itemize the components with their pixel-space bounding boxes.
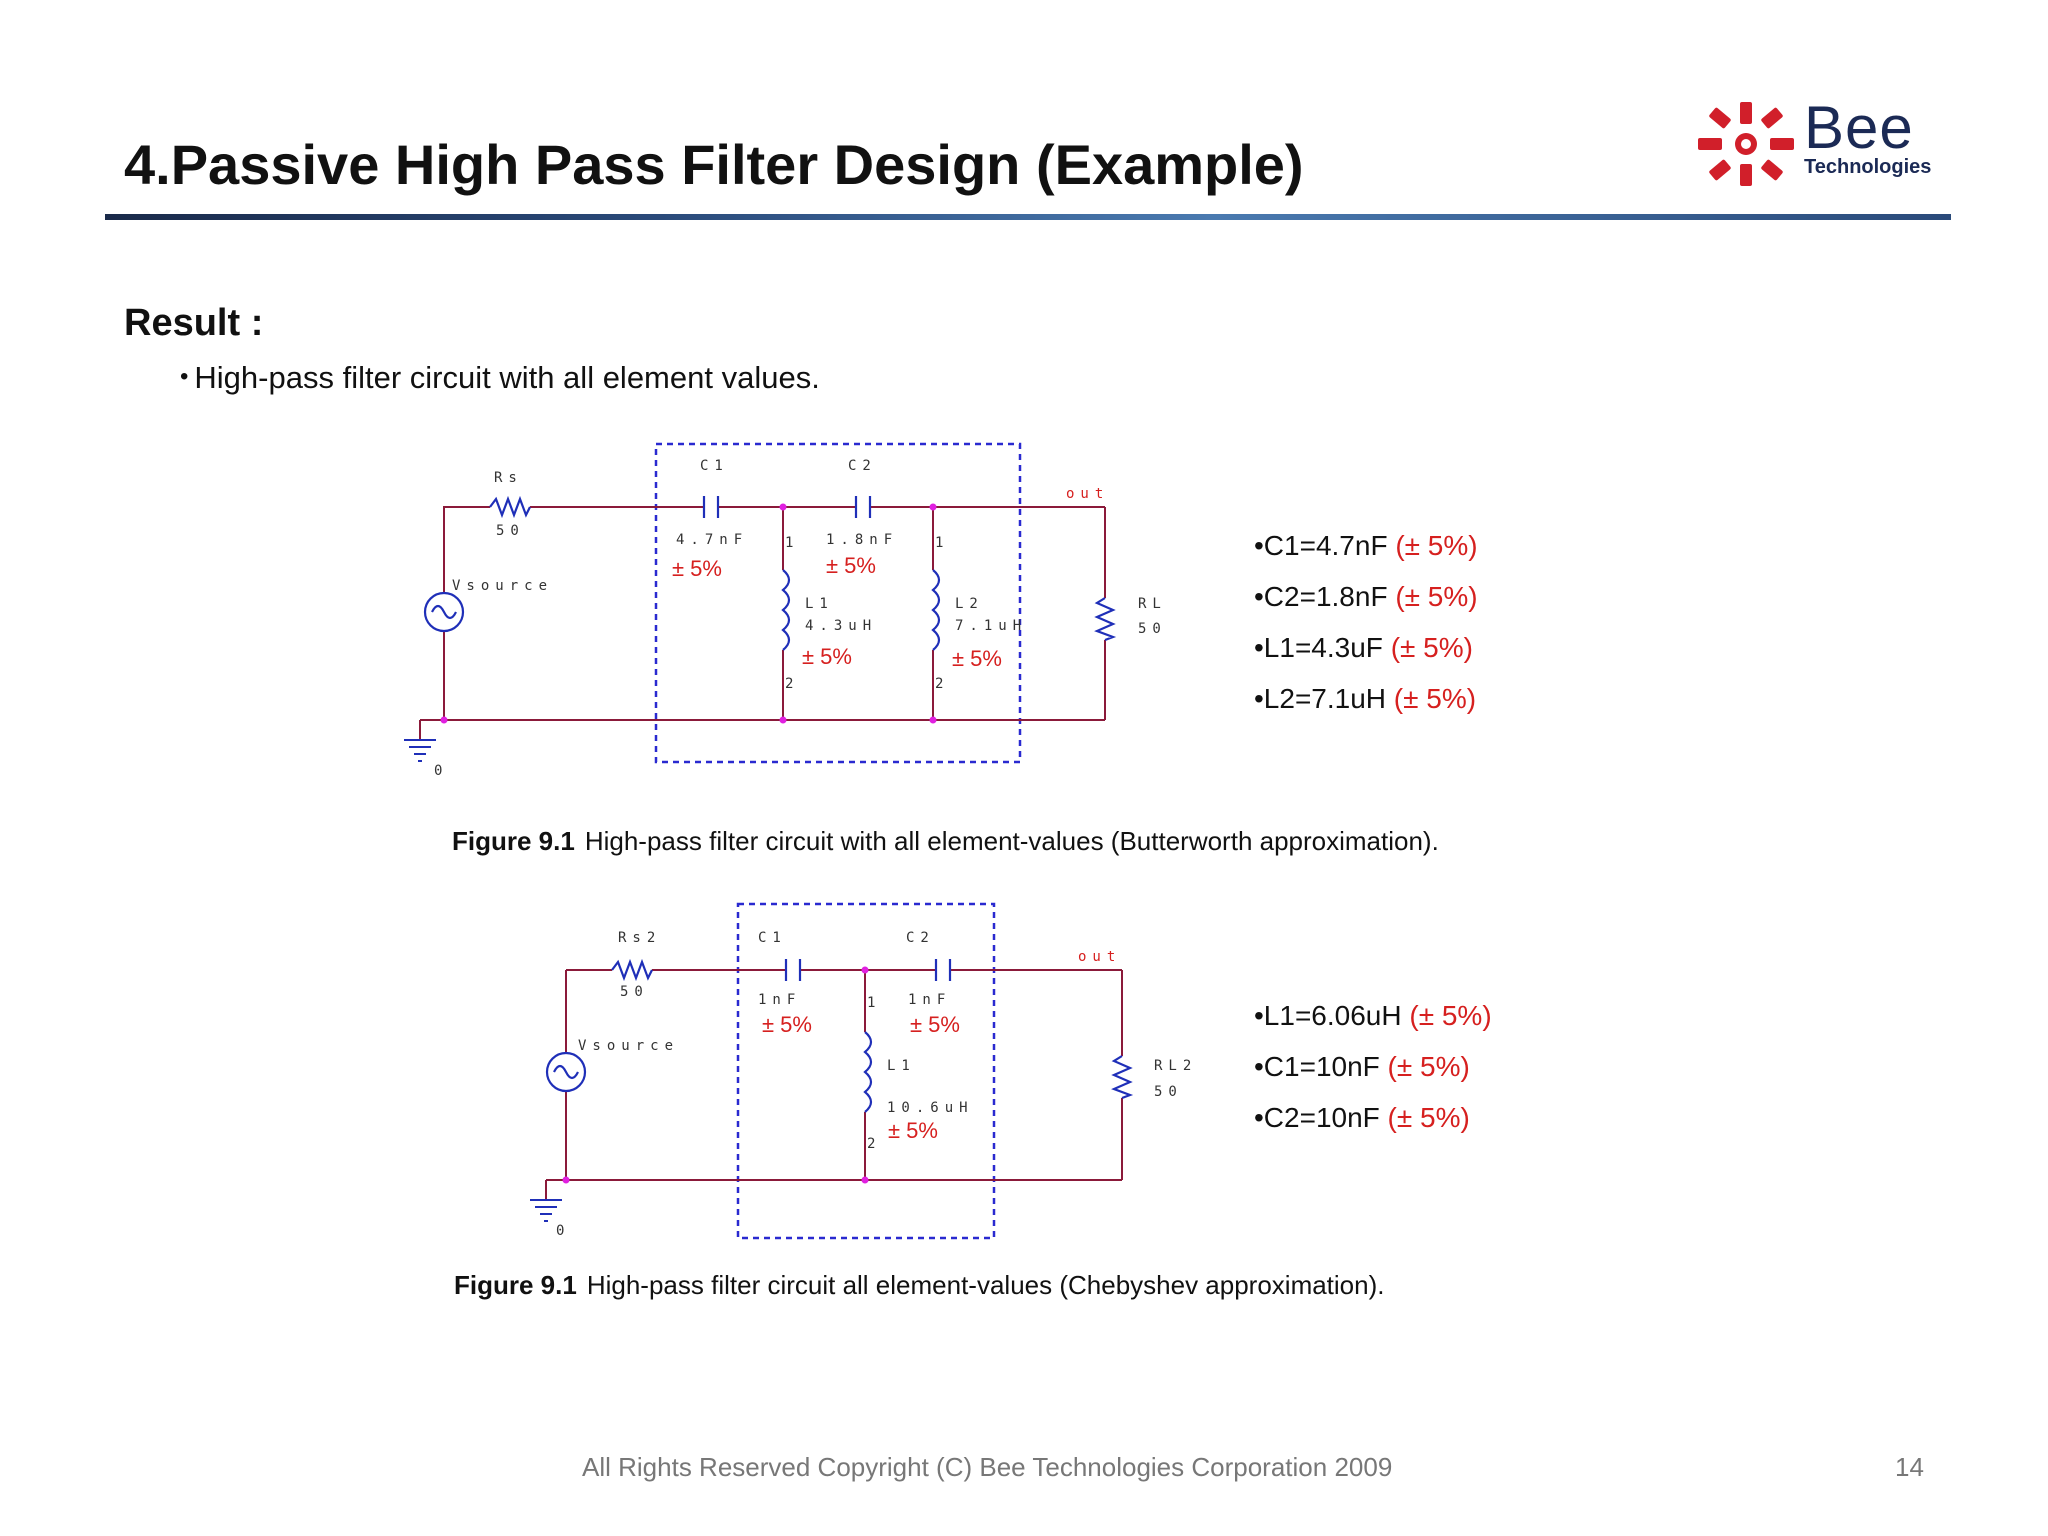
logo-subtitle: Technologies [1804,156,1932,178]
c2-label: C2 [906,930,935,946]
value-item: •C1=10nF (± 5%) [1254,1051,1470,1082]
c1-label: C1 [758,930,787,946]
company-logo [1694,94,1946,190]
l2-value: 7.1uH [955,618,1028,634]
butterworth-circuit-diagram [360,430,1167,790]
rl-value: 50 [1138,621,1167,637]
result-heading: Result : [124,302,264,344]
junction-dot [862,967,869,974]
title-divider [105,214,1951,220]
rs-value: 50 [496,523,525,539]
l1-value: 10.6uH [887,1100,974,1116]
source-sine [432,606,456,618]
bullet-text: High-pass filter circuit with all element values. [194,360,820,395]
c1-tolerance: ± 5% [762,1012,812,1037]
l1-pin1: 1 [867,995,882,1011]
out-label: out [1078,949,1122,965]
c2-value: 1nF [908,992,952,1008]
vsource-label: Vsource [578,1038,680,1054]
figure-caption-chebyshev: Figure 9.1 High-pass filter circuit all element-values (Chebyshev approximation). [454,1270,1385,1300]
rl-label: RL [1138,596,1167,612]
inductor-l1 [865,1032,871,1112]
value-item: •C2=10nF (± 5%) [1254,1102,1470,1133]
c2-label: C2 [848,458,877,474]
value-item: •L1=4.3uF (± 5%) [1254,632,1473,663]
l1-label: L1 [805,596,834,612]
c1-label: C1 [700,458,729,474]
junction-dot [930,717,937,724]
l1-pin1: 1 [785,535,800,551]
l2-label: L2 [955,596,984,612]
l2-pin2: 2 [935,676,950,692]
value-item: •L2=7.1uH (± 5%) [1254,683,1477,714]
ground-symbol [530,1200,562,1221]
l1-pin2: 2 [785,676,800,692]
junction-dot [780,504,787,511]
chebyshev-circuit-diagram [490,890,1210,1250]
bee-logo-icon [1694,98,1798,190]
value-item: •C2=1.8nF (± 5%) [1254,581,1478,612]
resistor-rl2 [1114,1056,1130,1098]
wire-top-left [444,507,490,510]
l1-value: 4.3uH [805,618,878,634]
l1-label: L1 [887,1058,916,1074]
l2-tolerance: ± 5% [952,646,1002,671]
copyright-footer: All Rights Reserved Copyright (C) Bee Technologies Corporation 2009 [582,1452,1393,1482]
page-number: 14 [1895,1452,1924,1482]
junction-dot [780,717,787,724]
bullet-dot: • [180,363,189,390]
figure-caption-butterworth: Figure 9.1 High-pass filter circuit with all element-values (Butterworth approximation). [452,826,1439,856]
c1-value: 4.7nF [676,532,749,548]
l1-tolerance: ± 5% [888,1118,938,1143]
rl2-label: RL2 [1154,1058,1198,1074]
resistor-rs [490,499,530,515]
resistor-rs2 [612,962,652,978]
value-item: •L1=6.06uH (± 5%) [1254,1000,1492,1031]
logo-wordmark: Bee [1804,94,1914,161]
inductor-l2 [933,570,939,650]
c2-value: 1.8nF [826,532,899,548]
junction-dot [930,504,937,511]
circuit1-values-list [1254,520,1478,724]
circuit2-values-list [1254,990,1492,1143]
c1-value: 1nF [758,992,802,1008]
rs-label: Rs [494,470,523,486]
value-item: •C1=4.7nF (± 5%) [1254,530,1478,561]
l1-tolerance: ± 5% [802,644,852,669]
vsource-label: Vsource [452,578,554,594]
c2-tolerance: ± 5% [910,1012,960,1037]
result-bullet [180,360,820,396]
rs2-value: 50 [620,984,649,1000]
junction-dot [563,1177,570,1184]
inductor-l1 [783,570,789,650]
ground-label: 0 [556,1223,571,1239]
resistor-rl [1097,598,1113,640]
ground-symbol [404,740,436,761]
ground-label: 0 [434,763,449,779]
rs2-label: Rs2 [618,930,662,946]
c2-tolerance: ± 5% [826,553,876,578]
l1-pin2: 2 [867,1136,882,1152]
c1-tolerance: ± 5% [672,556,722,581]
source-sine [554,1066,578,1078]
junction-dot [441,717,448,724]
junction-dot [862,1177,869,1184]
out-label: out [1066,486,1110,502]
l2-pin1: 1 [935,535,950,551]
rl2-value: 50 [1154,1084,1183,1100]
slide-title: 4.Passive High Pass Filter Design (Example) [124,133,1304,196]
